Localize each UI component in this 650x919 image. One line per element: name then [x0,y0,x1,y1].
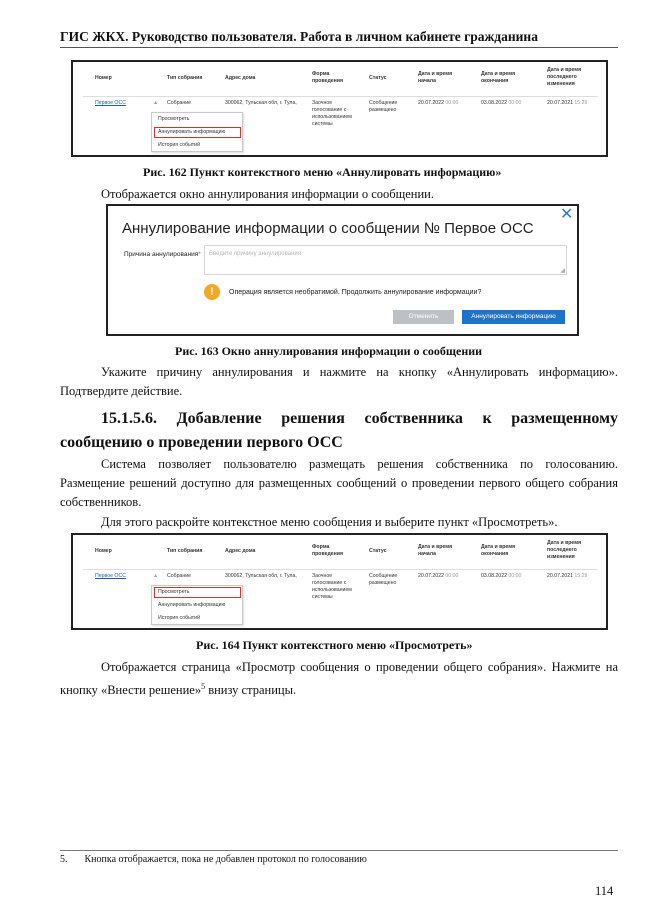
section-heading [60,407,618,455]
reason-label-text: Причина аннулирования [124,251,199,258]
footnote-number: 5. [60,854,68,865]
row-start-time: 00:00 [445,573,459,579]
paragraph-system-allows-text: Система позволяет пользователю размещать решения собственника по голосованию. Размещение решений доступно для размещенных сообщений о проведении первого общего собрания собственников. [60,457,618,509]
row-end-datetime [481,573,521,580]
paragraph-specify-reason [60,363,618,401]
dialog-title: Аннулирование информации о сообщении № Первое ОСС [122,220,534,237]
row-type: Собрание [167,100,192,106]
screenshot-context-menu-annul [71,60,608,157]
column-header-number: Номер [95,548,112,554]
menu-item-annul[interactable]: Аннулировать информацию [158,129,226,135]
row-status: Сообщение размещено [369,573,398,586]
row-end-time: 00:00 [508,100,522,106]
resize-handle-icon[interactable]: ◢ [560,268,565,274]
paragraph-system-allows [60,455,618,512]
reason-placeholder: Введите причину аннулирования [209,251,301,257]
column-header-changed: Дата и время последнего изменения [547,540,582,560]
paragraph-view-page [60,658,618,700]
figure-caption-163: Рис. 163 Окно аннулирования информации о сообщении [175,344,483,358]
required-mark: * [198,251,201,258]
column-header-start: Дата и время начала [418,71,453,84]
annul-confirm-button[interactable]: Аннулировать информацию [462,310,565,324]
header-divider [60,47,618,48]
row-changed-date: 20.07.2021 [547,100,573,106]
reason-field-label [124,251,201,258]
column-header-form: Форма проведения [312,71,344,84]
table-header-divider [83,569,598,570]
column-header-status: Статус [369,548,387,554]
column-header-address: Адрес дома [225,548,256,554]
context-menu [151,585,243,625]
row-start-time: 00:00 [445,100,459,106]
footnote-text: Кнопка отображается, пока не добавлен протокол по голосованию [84,854,367,865]
column-header-type: Тип собрания [167,75,203,81]
column-header-form: Форма проведения [312,544,344,557]
reason-textarea[interactable] [204,245,567,275]
column-header-end: Дата и время окончания [481,71,516,84]
row-status: Сообщение размещено [369,100,398,113]
menu-item-view[interactable]: Просмотреть [158,116,190,122]
row-end-datetime [481,100,521,107]
row-start-date: 20.07.2022 [418,573,444,579]
annul-dialog [106,204,579,336]
row-end-time: 00:00 [508,573,522,579]
row-actions-icon[interactable]: ▲ [153,100,159,106]
row-start-datetime [418,573,458,580]
row-changed-date: 20.07.2021 [547,573,573,579]
paragraph-annul-window: Отображается окно аннулирования информации о сообщении. [101,187,434,201]
column-header-status: Статус [369,75,387,81]
column-header-end: Дата и время окончания [481,544,516,557]
menu-item-view[interactable]: Просмотреть [158,589,190,595]
row-end-date: 03.08.2022 [481,573,507,579]
paragraph-specify-reason-text: Укажите причину аннулирования и нажмите на кнопку «Аннулировать информацию». Подтвердите действие. [60,365,618,398]
footnote-ref: 5 [201,682,206,691]
paragraph-view-page-text: Отображается страница «Просмотр сообщения о проведении общего собрания». Нажмите на кнопку «Внести решение» [60,660,618,698]
row-changed-datetime [547,100,587,107]
column-header-changed: Дата и время последнего изменения [547,67,582,87]
column-header-type: Тип собрания [167,548,203,554]
row-form: Заочное голосование с использованием системы [312,573,352,600]
section-heading-text: 15.1.5.6. Добавление решения собственника к размещенному сообщению о проведении первого ОСС [60,410,618,451]
footnote [60,854,367,865]
table-header-divider [83,96,598,97]
column-header-number: Номер [95,75,112,81]
row-actions-icon[interactable]: ▲ [153,573,159,579]
row-address: 300062, Тульская обл, г. Тула, [225,100,297,106]
column-header-address: Адрес дома [225,75,256,81]
cancel-button[interactable]: Отменить [393,310,454,324]
row-changed-datetime [547,573,587,580]
row-start-date: 20.07.2022 [418,100,444,106]
menu-item-history[interactable]: История событий [158,615,200,621]
screenshot-context-menu-view [71,533,608,630]
row-end-date: 03.08.2022 [481,100,507,106]
row-changed-time: 15:29 [574,100,588,106]
page-number: 114 [595,884,614,898]
context-menu [151,112,243,152]
row-number-link[interactable]: Первое ОСС [95,573,126,579]
figure-caption-164: Рис. 164 Пункт контекстного меню «Просмотреть» [196,638,473,652]
warning-icon: ! [204,284,220,300]
row-start-datetime [418,100,458,107]
paragraph-open-menu: Для этого раскройте контекстное меню сообщения и выберите пункт «Просмотреть». [101,515,558,529]
warning-text: Операция является необратимой. Продолжить аннулирование информации? [229,289,482,296]
row-changed-time: 15:29 [574,573,588,579]
footnote-divider [60,850,618,851]
row-type: Собрание [167,573,192,579]
document-header: ГИС ЖКХ. Руководство пользователя. Работа в личном кабинете гражданина [60,29,538,44]
column-header-start: Дата и время начала [418,544,453,557]
row-form: Заочное голосование с использованием системы [312,100,352,127]
menu-item-annul[interactable]: Аннулировать информацию [158,602,226,608]
menu-item-history[interactable]: История событий [158,142,200,148]
row-number-link[interactable]: Первое ОСС [95,100,126,106]
paragraph-view-page-tail: внизу страницы. [205,683,297,698]
figure-caption-162: Рис. 162 Пункт контекстного меню «Аннулировать информацию» [143,165,502,179]
row-address: 300062, Тульская обл, г. Тула, [225,573,297,579]
close-icon[interactable]: ✕ [560,206,574,223]
